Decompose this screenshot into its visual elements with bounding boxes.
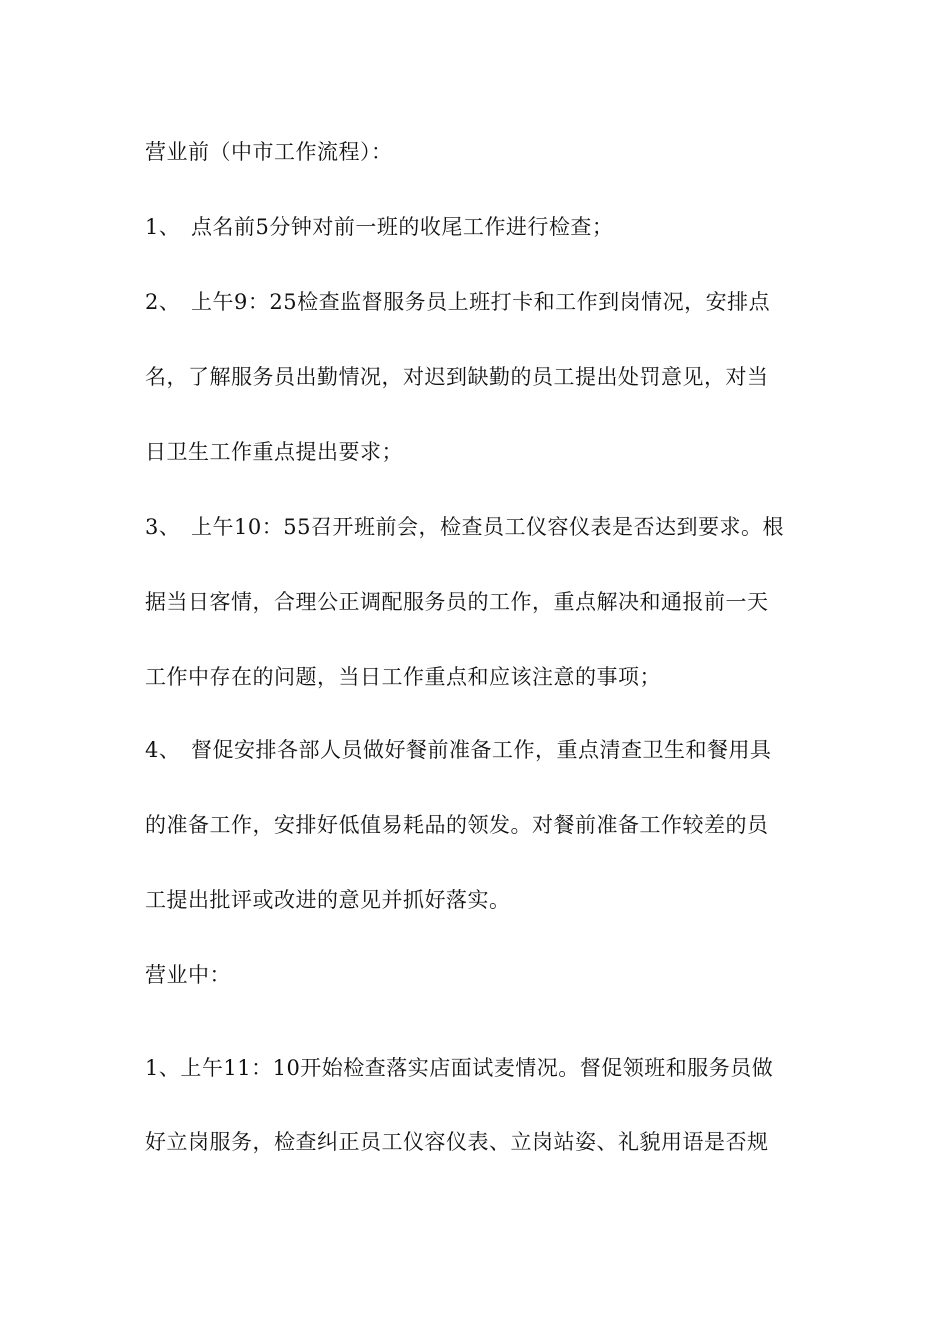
item-number: 2、 bbox=[145, 290, 181, 314]
item-text-continuation: 名，了解服务员出勤情况，对迟到缺勤的员工提出处罚意见，对当 bbox=[145, 365, 769, 389]
item-text: 上午10：55召开班前会，检查员工仪容仪表是否达到要求。根 bbox=[191, 515, 784, 539]
item-text: 上午9：25检查监督服务员上班打卡和工作到岗情况，安排点 bbox=[191, 290, 771, 314]
item-number: 4、 bbox=[145, 738, 181, 762]
list-item: 1、上午11：10开始检查落实店面试麦情况。督促领班和服务员做 bbox=[145, 1056, 774, 1080]
list-item bbox=[145, 512, 845, 542]
list-item bbox=[145, 287, 845, 317]
item-text: 督促安排各部人员做好餐前准备工作，重点清查卫生和餐用具 bbox=[191, 738, 772, 762]
item-text-continuation: 工作中存在的问题，当日工作重点和应该注意的事项； bbox=[145, 665, 661, 689]
item-number: 3、 bbox=[145, 515, 181, 539]
item-text-continuation: 据当日客情，合理公正调配服务员的工作，重点解决和通报前一天 bbox=[145, 590, 769, 614]
item-text-continuation: 工提出批评或改进的意见并抓好落实。 bbox=[145, 888, 511, 912]
item-number: 1、 bbox=[145, 215, 181, 239]
item-text: 点名前5分钟对前一班的收尾工作进行检查； bbox=[191, 215, 614, 239]
section-heading-before: 营业前（中市工作流程）： bbox=[145, 140, 393, 164]
item-text-continuation: 好立岗服务，检查纠正员工仪容仪表、立岗站姿、礼貌用语是否规 bbox=[145, 1130, 769, 1154]
section-heading-during: 营业中： bbox=[145, 963, 231, 987]
list-item bbox=[145, 212, 845, 242]
item-text-continuation: 的准备工作，安排好低值易耗品的领发。对餐前准备工作较差的员 bbox=[145, 813, 769, 837]
list-item bbox=[145, 735, 845, 765]
item-text-continuation: 日卫生工作重点提出要求； bbox=[145, 440, 403, 464]
